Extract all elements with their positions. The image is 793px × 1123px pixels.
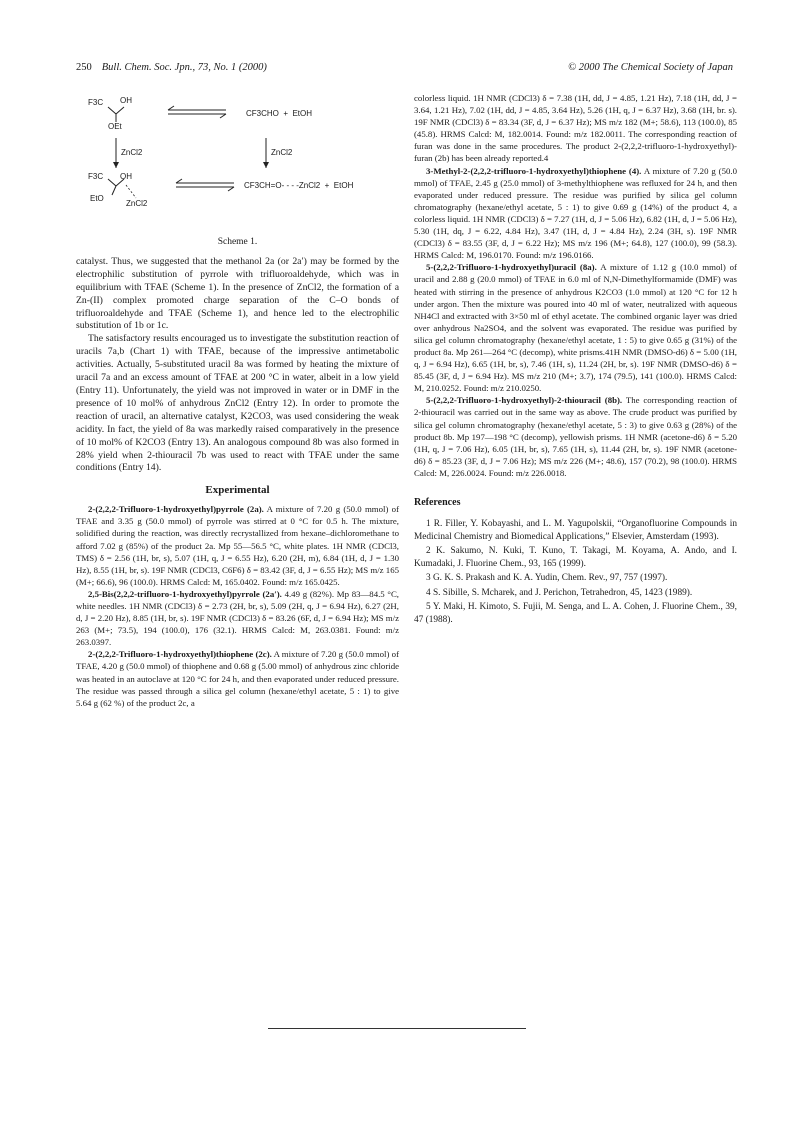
scheme-zn-bottom: ZnCl2 xyxy=(126,199,148,208)
experimental-heading: Experimental xyxy=(205,484,270,497)
exp-title-2a: 2-(2,2,2-Trifluoro-1-hydroxyethyl)pyrrole (2a). xyxy=(88,504,264,515)
footer-rule xyxy=(268,1028,526,1029)
scheme-zncl2-right: ZnCl2 xyxy=(271,148,293,157)
reference-3: 3 G. K. S. Prakash and K. A. Yudin, Chem. Rev., 97, 757 (1997). xyxy=(426,573,668,584)
exp-text-8a: A mixture of 1.12 g (10.0 mmol) of uracil and 2.88 g (20.0 mmol) of TFAE in 6.0 ml of N,N-Dimethylformamide (DMF) was heated with stirring in the presence of anhydrous K2CO3 (1.0 mmol) at 120 °C for 12 h under argon. Then the mixture was poured into 40 ml of water, neutralized with aqueous NH4Cl and extracted with 3×50 ml of ethyl acetate. The combined organic layer was dried over anhydrous Na2SO4, and the solvent was evaporated. The residue was purified by silica gel column chromatography (hexane/ethyl acetate, 1 : 5) to give 0.65 g (31%) of the product 8a. Mp 261—264 °C (decomp), white prisms.41H NMR (DMSO-d6) δ = 5.00 (1H, q, J = 6.94 Hz), 6.65 (1H, br, s), 7.46 (1H, s), 11.24 (2H, br, s). 19F NMR (DMSO-d6) δ = 85.45 (3F, d, J = 6.94 Hz). MS m/z 210 (M+; 3.7), 174 (79.5), 141 (100.0). HRMS Calcd: M, 210.0252. Found: m/z 210.0250. xyxy=(414,262,737,394)
scheme-zncl2-left: ZnCl2 xyxy=(121,148,143,157)
exp-text-2a-prime: 4.49 g (82%). Mp 83—84.5 °C, white needles. 1H NMR (CDCl3) δ = 2.73 (2H, br, s), 5.09 (2H, q, J = 6.94 Hz), 6.27 (2H, d, J = 2.20 Hz), 8.85 (1H, br, s). 19F NMR (CDCl3) δ = 83.26 (6F, d, J = 6.94 Hz); MS m/z 263 (M+; 73.5), 194 (100.0), 176 (32.1). HRMS Calcd: M, 263.0381. Found: m/z 263.0397. xyxy=(76,588,400,648)
scheme-oh-top: OH xyxy=(120,96,132,105)
exp-entry-2c xyxy=(76,648,399,708)
exp-title-8a: 5-(2,2,2-Trifluoro-1-hydroxyethyl)uracil (8a). xyxy=(426,262,597,273)
paragraph-1: catalyst. Thus, we suggested that the methanol 2a (or 2a′) may be formed by the electrophilic substitution of pyrrole with trifluoroaldehyde, which was in equilibrium with TFAE (Scheme 1). In the presence of ZnCl2, the formation of a Zn-(II) complex promoted charge separation of the C–O bonds of trifluoroaldehyde and TFAE (Scheme 1), and hence led to the electrophilic substitution of 1b or 1c. xyxy=(76,255,399,332)
exp-entry-2a-prime xyxy=(76,588,399,648)
exp-entry-8a xyxy=(414,261,737,394)
left-column xyxy=(76,92,399,709)
scheme-drawing xyxy=(76,92,399,234)
copyright: © 2000 The Chemical Society of Japan xyxy=(568,62,733,73)
exp-text-4: A mixture of 7.20 g (50.0 mmol) of TFAE, 2.45 g (25.0 mmol) of 3-methylthiophene was refluxed for 24 h, and then evaporated under reduced pressure. The residue was purified by silica gel column chromatography (hexane/ethyl acetate, 5 : 1) to give 0.69 g (14%) of the product 4, a colorless liquid. 1H NMR (CDCl3) δ = 7.27 (1H, d, J = 5.06 Hz), 6.82 (1H, d, J = 5.06 Hz), 5.30 (1H, dq, J = 6.22, 4.84 Hz), 3.47 (1H, d, J = 4.84 Hz), 2.24 (3H, s). 19F NMR (CDCl3) δ = 83.55 (3F, d, J = 6.22 Hz); MS m/z 196 (M+; 64.8), 127 (100.0), 99 (58.3). HRMS Calcd: M, 196.0170. Found: m/z 196.0166. xyxy=(414,165,737,261)
exp-continuation-2c: colorless liquid. 1H NMR (CDCl3) δ = 7.38 (1H, dd, J = 4.85, 1.21 Hz), 7.18 (1H, dd, J = 3.64, 1.21 Hz), 7.02 (1H, dd, J = 4.85, 3.64 Hz), 5.26 (1H, q, J = 6.37 Hz), 3.68 (1H, br. s). 19F NMR (CDCl3) δ = 83.34 (3F, d, J = 6.37 Hz); MS m/z 182 (M+; 58.6), 113 (100.0), 85 (45.8). HRMS Calcd: M, 182.0014. Found: m/z 182.0011. The corresponding reaction of furan was done in the same procedures. The product 2-(2,2,2-trifluoro-1-hydroxyethyl)-furan (2b) has been already reported.4 xyxy=(414,93,737,164)
exp-entry-8b xyxy=(414,394,737,479)
reference-1: 1 R. Filler, Y. Kobayashi, and L. M. Yagupolskii, “Organofluorine Compounds in Medicinal Chemistry and Biomedical Applications,” Elsevier, Amsterdam (1993). xyxy=(414,518,737,542)
scheme-f3c-top: F3C xyxy=(88,98,104,107)
scheme-f3c-bottom: F3C xyxy=(88,172,104,181)
scheme-oh-bottom: OH xyxy=(120,172,132,181)
scheme-caption: Scheme 1. xyxy=(217,237,258,247)
exp-text-2c: A mixture of 7.20 g (50.0 mmol) of TFAE, 4.20 g (50.0 mmol) of thiophene and 0.68 g (5.00 mmol) of anhydrous zinc chloride was heated in an autoclave at 120 °C for 24 h, and then evaporated under reduced pressure. The residue was passed through a silica gel column (hexane/ethyl acetate, 5 : 1) to give 5.64 g (62 %) of the product 2c, a xyxy=(76,649,400,708)
exp-title-8b: 5-(2,2,2-Trifluoro-1-hydroxyethyl)-2-thiouracil (8b). xyxy=(426,395,623,406)
reference-4: 4 S. Sibille, S. Mcharek, and J. Perichon, Tetrahedron, 45, 1423 (1989). xyxy=(426,587,693,598)
journal-citation: Bull. Chem. Soc. Jpn., 73, No. 1 (2000) xyxy=(101,62,267,73)
scheme-eto: EtO xyxy=(90,194,104,203)
scheme-cf3cho: CF3CHO + EtOH xyxy=(246,109,313,118)
page-header xyxy=(76,62,733,78)
exp-text-8b: The corresponding reaction of 2-thiouracil was carried out in the same way as above. The crude product was purified by silica gel column chromatography (hexane/ethyl acetate, 5 : 3) to give 0.63 g (28%) of the product 8b. Mp 197—198 °C (decomp), yellowish prisms. 1H NMR (acetone-d6) δ = 5.20 (1H, q, J = 7.06 Hz), 6.05 (1H, br, s), 7.65 (1H, s), 11.44 (2H, br, s). 19F NMR (acetone-d6) δ = 85.23 (3F, d, J = 7.06 Hz); MS m/z 226 (M+; 48.6), 157 (70.2), 98 (100.0). HRMS Calcd: M, 226.0024. Found: m/z 226.0018. xyxy=(414,395,737,478)
exp-title-2a-prime: 2,5-Bis(2,2,2-trifluoro-1-hydroxyethyl)pyrrole (2a′). xyxy=(88,588,282,599)
exp-title-4: 3-Methyl-2-(2,2,2-trifluoro-1-hydroxyethyl)thiophene (4). xyxy=(426,165,642,176)
reference-5: 5 Y. Maki, H. Kimoto, S. Fujii, M. Senga, and L. A. Cohen, J. Fluorine Chem., 39, 47 (1988). xyxy=(414,602,737,626)
scheme-1 xyxy=(76,92,399,234)
scheme-oet: OEt xyxy=(108,122,122,131)
header-left xyxy=(76,62,267,73)
exp-text-2a: A mixture of 7.20 g (50.0 mmol) of TFAE and 3.35 g (50.0 mmol) of pyrrole was stirred at 0 °C for 0.5 h. The mixture, solidified during the reaction, was directly recrystallized from hexane–dichloromethane to afford 7.02 g (85%) of the product 2a. Mp 55—56.5 °C, white plates. 1H NMR (CDCl3, TMS) δ = 2.56 (1H, br, s), 5.07 (1H, q, J = 6.55 Hz), 6.20 (2H, m), 6.84 (1H, d, J = 1.30 Hz), 8.55 (1H, br, s). 19F NMR (CDCl3, C6F6) δ = 83.42 (3F, d, J = 6.55 Hz); MS m/z 165 (M+; 66.6), 96 (100.0). HRMS Calcd: M, 165.0402. Found: m/z 165.0425. xyxy=(76,504,400,587)
exp-title-2c: 2-(2,2,2-Trifluoro-1-hydroxyethyl)thiophene (2c). xyxy=(88,649,272,660)
references-heading: References xyxy=(414,497,461,508)
right-column xyxy=(414,92,737,629)
exp-entry-4 xyxy=(414,165,737,262)
exp-entry-2a xyxy=(76,503,399,588)
paragraph-2: The satisfactory results encouraged us to investigate the substitution reaction of uracils 7a,b (Chart 1) with TFAE, because of the impressive antimetabolic activities. Actually, 5-substituted uracil 8a was formed by heating the mixture of uracil 7a and an excess amount of TFAE at 200 °C in water, albeit in a low yield (Entry 11). Unfortunately, the yield was not improved in water or in DMF in the presence of 10 mol% of anhydrous ZnCl2 (Entry 12). In order to promote the reaction of uracil, an alternative catalyst, K2CO3, was used considering the weak acidity. In fact, the yield of 8a was markedly raised comparatively in the presence of 10 mol% of K2CO3 (Entry 13). An analogous compound 8b was also formed in 28% yield when 2-thiouracil 7b was used to react with TFAE under the same conditions (Entry 14). xyxy=(76,333,399,474)
reference-2: 2 K. Sakumo, N. Kuki, T. Kuno, T. Takagi, M. Koyama, A. Ando, and I. Kumadaki, J. Fluorine Chem., 93, 165 (1999). xyxy=(414,546,737,569)
scheme-cf3ch-complex: CF3CH=O- - - -ZnCl2 + EtOH xyxy=(244,181,354,190)
page-number: 250 xyxy=(76,62,92,73)
